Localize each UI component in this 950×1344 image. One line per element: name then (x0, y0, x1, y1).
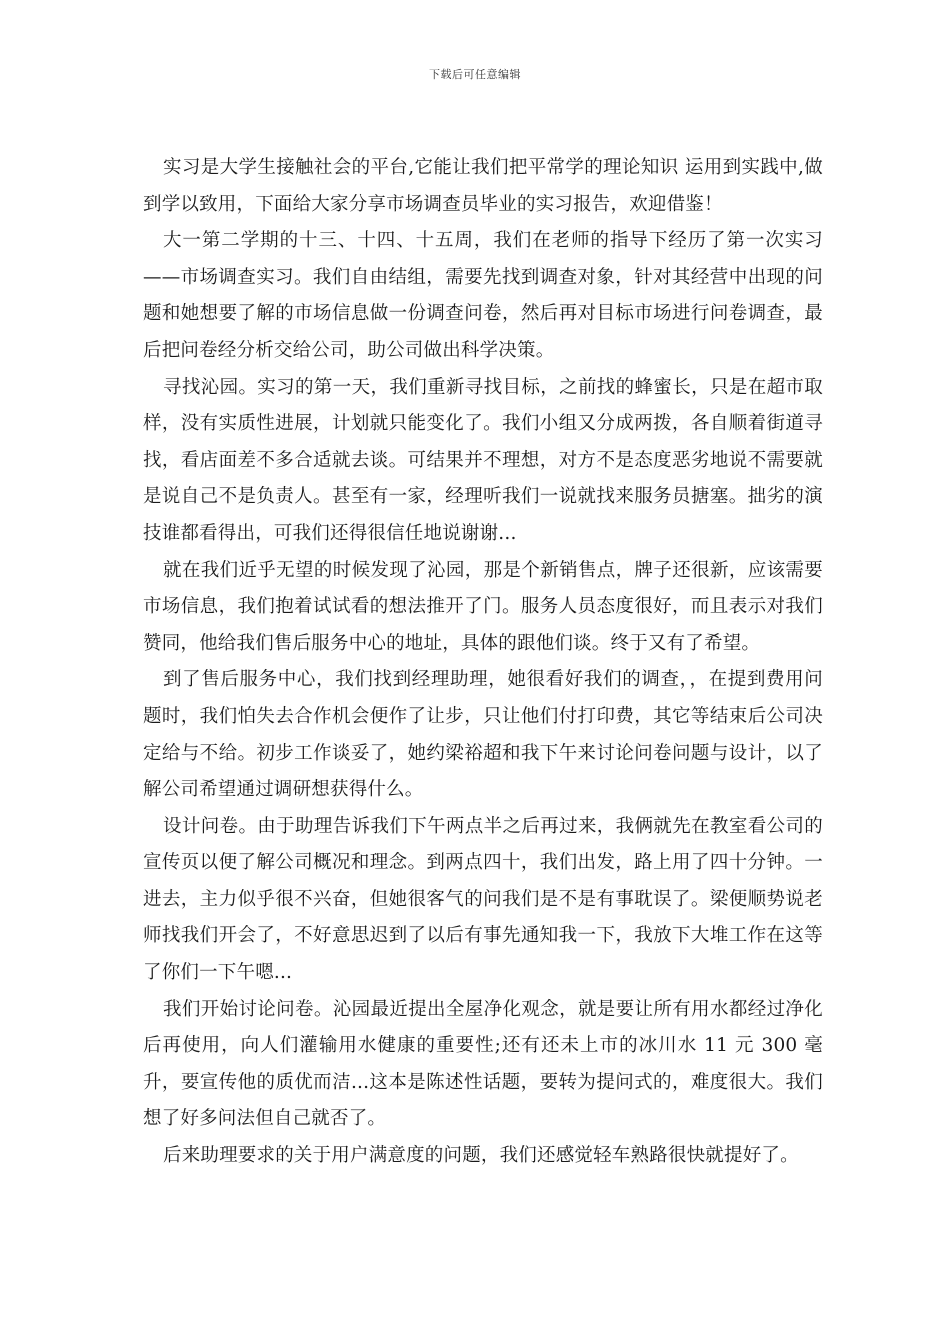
paragraph-satisfaction: 后来助理要求的关于用户满意度的问题，我们还感觉轻车熟路很快就提好了。 (163, 1145, 799, 1167)
page-header: 下载后可任意编辑 (429, 68, 521, 81)
document-body (143, 150, 823, 1175)
paragraph-discovery: 就在我们近乎无望的时候发现了沁园，那是个新销售点，牌子还很新，应该需要市场信息，我们抱着试试看的想法推开了门。服务人员态度很好，而且表示对我们赞同，他给我们售后服务中心的地址，具体的跟他们谈。终于又有了希望。 (143, 559, 823, 654)
paragraph-finding-qinyuan: 寻找沁园。实习的第一天，我们重新寻找目标，之前找的蜂蜜长，只是在超市取样，没有实质性进展，计划就只能变化了。我们小组又分成两拨，各自顺着街道寻找，看店面差不多合适就去谈。可结果并不理想，对方不是态度恶劣地说不需要就是说自己不是负责人。甚至有一家，经理听我们一说就找来服务员搪塞。拙劣的演技谁都看得出，可我们还得很信任地说谢谢... (143, 376, 823, 544)
paragraph-discussion: 我们开始讨论问卷。沁园最近提出全屋净化观念，就是要让所有用水都经过净化后再使用，向人们灌输用水健康的重要性;还有还未上市的冰川水 11 元 300 毫升，要宣传他的质优而洁...这本是陈述性话题，要转为提问式的，难度很大。我们想了好多问法但自己就否了。 (143, 998, 823, 1130)
paragraph-intro: 实习是大学生接触社会的平台,它能让我们把平常学的理论知识 运用到实践中,做到学以致用，下面给大家分享市场调查员毕业的实习报告，欢迎借鉴！ (143, 157, 823, 215)
paragraph-service-center: 到了售后服务中心，我们找到经理助理，她很看好我们的调查，，在提到费用问题时，我们怕失去合作机会便作了让步，只让他们付打印费，其它等结束后公司决定给与不给。初步工作谈妥了，她约梁裕超和我下午来讨论问卷问题与设计，以了解公司希望通过调研想获得什么。 (143, 669, 823, 801)
paragraph-design-questionnaire: 设计问卷。由于助理告诉我们下午两点半之后再过来，我俩就先在教室看公司的宣传页以便了解公司概况和理念。到两点四十，我们出发，路上用了四十分钟。一进去，主力似乎很不兴奋，但她很客气的问我们是不是有事耽误了。梁便顺势说老师找我们开会了，不好意思迟到了以后有事先通知我一下，我放下大堆工作在这等了你们一下午嗯... (143, 815, 823, 984)
paragraph-background: 大一第二学期的十三、十四、十五周，我们在老师的指导下经历了第一次实习——市场调查实习。我们自由结组，需要先找到调查对象，针对其经营中出现的问题和她想要了解的市场信息做一份调查问卷，然后再对目标市场进行问卷调查，最后把问卷经分析交给公司，助公司做出科学决策。 (143, 230, 823, 361)
